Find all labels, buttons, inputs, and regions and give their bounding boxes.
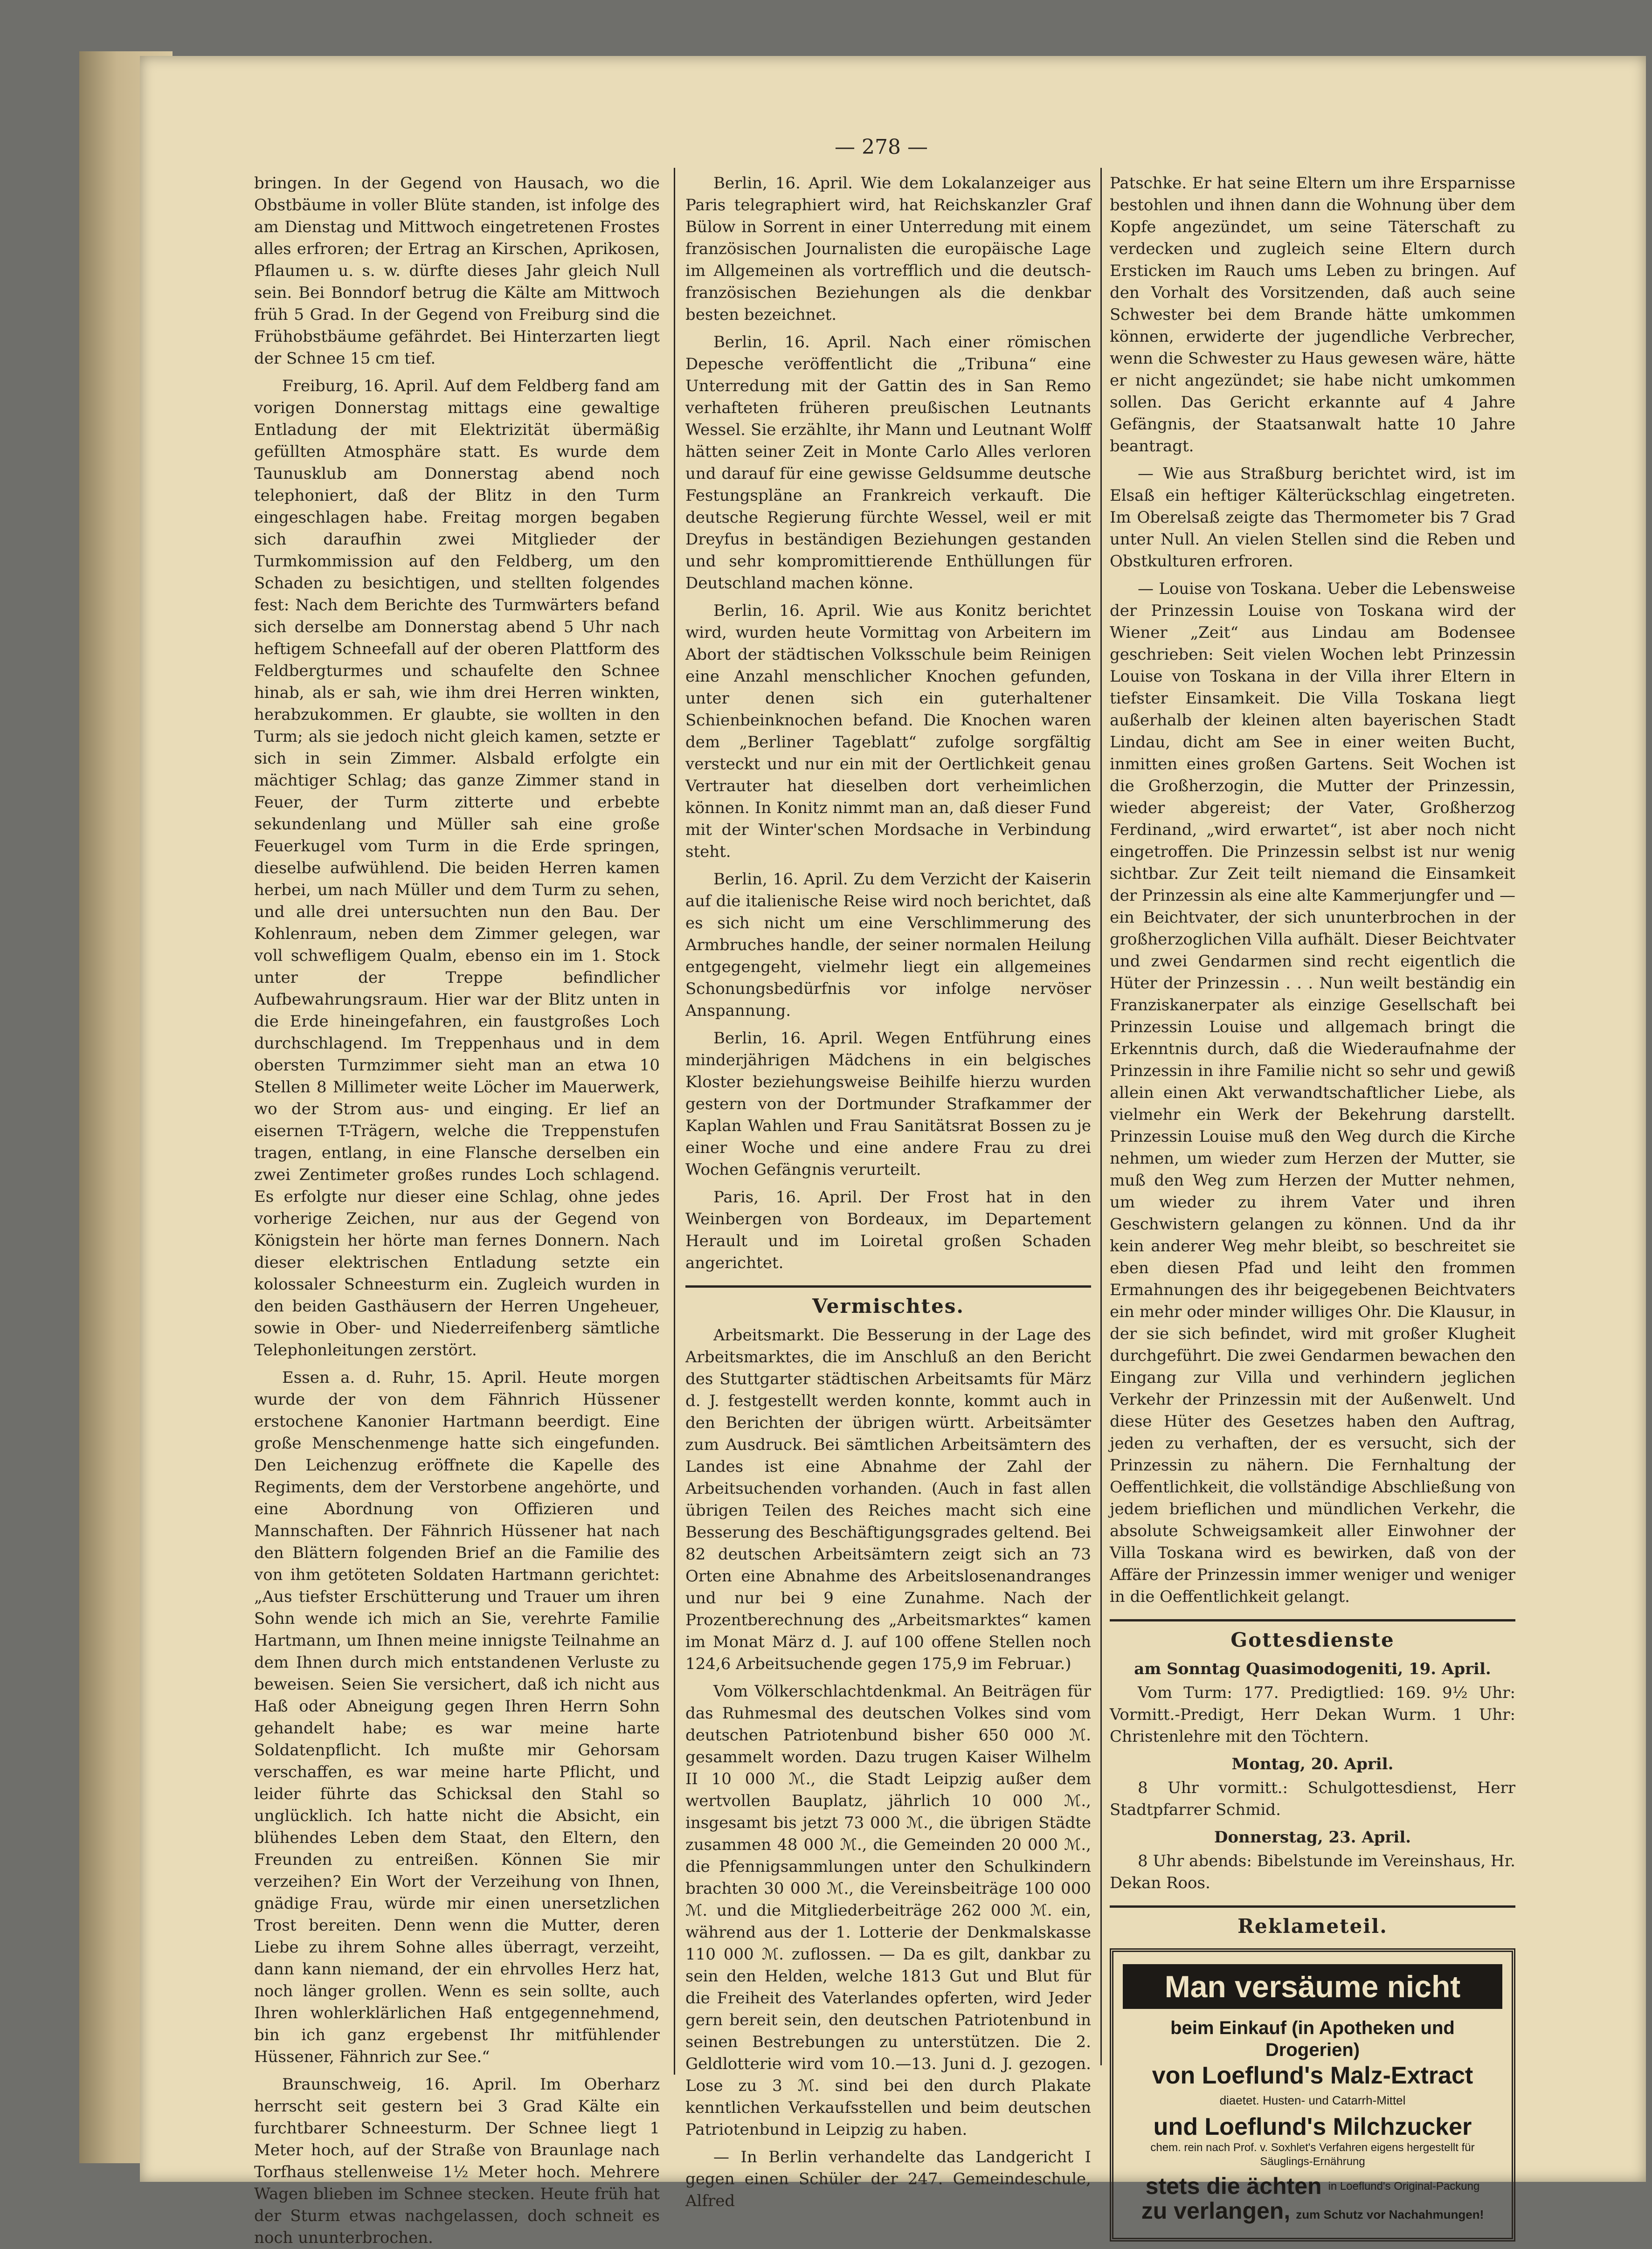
services-thursday: 8 Uhr abends: Bibelstunde im Vereinshaus, Hr. Dekan Roos. [1110, 1852, 1515, 1892]
ad-protection-note: zum Schutz vor Nachahmungen! [1296, 2208, 1484, 2221]
article-paragraph: Arbeitsmarkt. Die Besserung in der Lage des Arbeitsmarktes, die im Anschluß an den Bericht des Stuttgarter städtischen Arbeitsamts für März d. J. festgestellt werden konnte, kommt auch in den Berichten der übrigen württ. Arbeitsämter zum Ausdruck. Bei sämtlichen Arbeitsämtern des Landes ist eine Abnahme der Zahl der Arbeitsuchenden vorhanden. (Auch in fast allen übrigen Teilen des Reiches macht sich eine Besserung des Beschäftigungsgrades geltend. Bei 82 deutschen Arbeitsämtern zeigt sich an 73 Orten eine Abnahme des Arbeitslosenandranges und nur bei 9 eine Zunahme. Nach der Prozentberechnung des „Arbeitsmarktes“ kamen im Monat März d. J. auf 100 offene Stellen noch 124,6 Arbeitsuchende gegen 175,9 im Februar.) [685, 1326, 1091, 1673]
ad-product-description: diaetet. Husten- und Catarrh-Mittel [1219, 2093, 1406, 2107]
section-rule [1110, 1619, 1515, 1621]
services-sunday: Vom Turm: 177. Predigtlied: 169. 9½ Uhr: Vormitt.-Predigt, Herr Dekan Wurm. 1 Uhr: Christenlehre mit den Töchtern. [1110, 1683, 1515, 1746]
section-rule [685, 1285, 1091, 1288]
article-paragraph: Paris, 16. April. Der Frost hat in den Weinbergen von Bordeaux, im Departement Herault und im Loiretal großen Schaden angerichtet. [685, 1188, 1091, 1272]
ad-product-note: chem. rein nach Prof. v. Soxhlet's Verfahren eigens hergestellt für Säuglings-Ernährung [1150, 2141, 1475, 2168]
column-divider [674, 168, 675, 2075]
services-monday-day: Montag, 20. April. [1231, 1755, 1394, 1773]
ad-demand-text: zu verlangen, [1141, 2198, 1291, 2224]
services-thursday-day: Donnerstag, 23. April. [1214, 1828, 1411, 1847]
article-paragraph: — Louise von Toskana. Ueber die Lebensweise der Prinzessin Louise von Toskana wird der Wiener „Zeit“ aus Lindau am Bodensee geschrieben: Seit vielen Wochen lebt Prinzessin Louise von Toskana in der Villa ihrer Eltern in tiefster Einsamkeit. Die Villa Toskana liegt außerhalb der kleinen alten bayerischen Stadt Lindau, dicht am See in einer weiten Bucht, inmitten eines großen Gartens. Seit Wochen ist die Großherzogin, die Mutter der Prinzessin, wieder abgereist; der Vater, Großherzog Ferdinand, „wird erwartet“, ist aber noch nicht eingetroffen. Die Prinzessin selbst ist nur wenig sichtbar. Zur Zeit teilt niemand die Einsamkeit der Prinzessin als eine alte Kammerjungfer und — ein Beichtvater, der sich ununterbrochen in der großherzoglichen Villa aufhält. Dieser Beichtvater und zwei Gendarmen sind recht eigentlich die Hüter der Prinzessin . . . Nun weilt beständig ein Franziskanerpater als einzige Gesellschaft bei Prinzessin Louise und allgemach bringt die Erkenntnis durch, daß die Wiederaufnahme der Prinzessin in ihre Familie nicht so sehr und gewiß allein einen Akt verwandtschaftlicher Liebe, als vielmehr ein Werk der Bekehrung darstellt. Prinzessin Louise muß den Weg durch die Kirche nehmen, um wieder zum Herzen der Mutter, sie muß den Weg zum Herzen der Mutter nehmen, um wieder zu ihrem Vater und ihren Geschwistern gelangen zu können. Und da ihr kein anderer Weg mehr bleibt, so beschreitet sie eben diesen Pfad und leiht den frommen Ermahnungen des ihr beigegebenen Beichtvaters ein mehr oder minder williges Ohr. Die Klausur, in der sie sich befindet, wird mit großer Klugheit durchgeführt. Die zwei Gendarmen bewachen den Eingang zur Villa und verhindern jeglichen Verkehr der Prinzessin mit der Außenwelt. Und diese Hüter des Gesetzes haben den Auftrag, jeden zu verhaften, der es versucht, sich der Prinzessin zu nähern. Die Fernhaltung der Oeffentlichkeit, die vollständige Abschließung von jedem brieflichen und mündlichen Verkehr, die absolute Schweigsamkeit aller Einwohner der Villa Toskana wird es bewirken, daß von der Affäre der Prinzessin immer weniger und weniger in die Oeffentlichkeit gelangt. [1110, 579, 1515, 1606]
article-paragraph: Berlin, 16. April. Zu dem Verzicht der Kaiserin auf die italienische Reise wird noch berichtet, daß es sich nicht um eine Verschlimmerung des Armbruches handle, der seiner normalen Heilung entgegengeht, vielmehr liegt ein allgemeines Schonungsbedürfnis vor infolge nervöser Anspannung. [685, 870, 1091, 1020]
services-monday: 8 Uhr vormitt.: Schulgottesdienst, Herr Stadtpfarrer Schmid. [1110, 1779, 1515, 1819]
section-heading-services: Gottesdienste [1230, 1628, 1395, 1651]
article-paragraph: Berlin, 16. April. Wegen Entführung eines minderjährigen Mädchens in ein belgisches Kloster beziehungsweise Beihilfe hierzu wurden gestern von der Dortmunder Strafkammer der Kaplan Wahlen und Frau Sanitätsrat Bossen zu je einer Woche und eine andere Frau zu drei Wochen Gefängnis verurteilt. [685, 1029, 1091, 1179]
article-paragraph: Patschke. Er hat seine Eltern um ihre Ersparnisse bestohlen und ihnen dann die Wohnung über dem Kopfe angezündet, um seine Täterschaft zu verdecken und zugleich seine Eltern durch Ersticken im Rauch ums Leben zu bringen. Auf den Vorhalt des Vorsitzenden, daß auch seine Schwester bei dem Brande hätte umkommen können, erwiderte der jugendliche Verbrecher, wenn die Schwester zu Haus gewesen wäre, hätte er nicht angezündet; sie habe nicht umkommen sollen. Das Gericht erkannte auf 4 Jahre Gefängnis, der Staatsanwalt hatte 10 Jahre beantragt. [1110, 174, 1515, 455]
ad-genuine-text: stets die ächten [1145, 2173, 1322, 2199]
article-paragraph: — In Berlin verhandelte das Landgericht I gegen einen Schüler der 247. Gemeindeschule, Alfred [685, 2148, 1091, 2210]
section-heading-misc: Vermischtes. [812, 1295, 965, 1318]
ad-genuine-row [1123, 2175, 1502, 2197]
column-left [254, 172, 660, 2247]
article-paragraph: Braunschweig, 16. April. Im Oberharz herrscht seit gestern bei 3 Grad Kälte ein furchtbarer Schneesturm. Der Schnee liegt 1 Meter hoch, auf der Straße von Braunlage nach Torfhaus stellenweise 1½ Meter hoch. Mehrere Wagen blieben im Schnee stecken. Heute früh hat der Sturm etwas nachgelassen, doch schneit es noch ununterbrochen. [254, 2075, 660, 2247]
article-paragraph: bringen. In der Gegend von Hausach, wo die Obstbäume in voller Blüte standen, ist infolge des am Dienstag und Mittwoch eingetretenen Frostes alles erfroren; der Ertrag an Kirschen, Aprikosen, Pflaumen u. s. w. dürfte dieses Jahr gleich Null sein. Bei Bonndorf betrug die Kälte am Mittwoch früh 5 Grad. In der Gegend von Freiburg sind die Frühobstbäume gefährdet. Bei Hinterzarten liegt der Schnee 15 cm tief. [254, 174, 660, 368]
article-paragraph: Essen a. d. Ruhr, 15. April. Heute morgen wurde der von dem Fähnrich Hüssener erstochene Kanonier Hartmann beerdigt. Eine große Menschenmenge hatte sich eingefunden. Den Leichenzug eröffnete die Kapelle des Regiments, dem der Verstorbene angehörte, und eine Abordnung von Offizieren und Mannschaften. Der Fähnrich Hüssener hat nach den Blättern folgenden Brief an die Familie des von ihm getöteten Soldaten Hartmann gerichtet: „Aus tiefster Erschütterung und Trauer um ihren Sohn wende ich mich an Sie, verehrte Familie Hartmann, um Ihnen meine innigste Teilnahme an dem Ihnen durch mich entstandenen Verluste zu beweisen. Seien Sie versichert, daß ich nicht aus Haß oder Abneigung gegen Ihren Herrn Sohn gehandelt habe; es war meine harte Soldatenpflicht. Ich mußte mir Gehorsam verschaffen, es war meine harte Pflicht, und leider führte das Schicksal den Stahl so unglücklich. Ich hatte nicht die Absicht, ein blühendes Leben dem Staat, den Eltern, den Freunden zu entreißen. Können Sie mir verzeihen? Ein Wort der Verzeihung von Ihnen, gnädige Frau, würde mir einen unersetzlichen Trost bereiten. Denn wenn die Mutter, deren Liebe zu ihrem Sohne alles überragt, verzeiht, dann kann niemand, der ein ehrvolles Herz hat, noch länger grollen. Wenn es sein sollte, auch Ihren wohlerklärlichen Haß entgegennehmend, bin ich ganz ergebenst Ihr mitfühlender Hüssener, Fähnrich zur See.“ [254, 1368, 660, 2066]
article-paragraph: Vom Völkerschlachtdenkmal. An Beiträgen für das Ruhmesmal des deutschen Volkes sind vom deutschen Patriotenbund bisher 650 000 ℳ. gesammelt worden. Dazu trugen Kaiser Wilhelm II 10 000 ℳ., die Stadt Leipzig außer dem wertvollen Bauplatz, jährlich 10 000 ℳ., insgesamt bis jetzt 73 000 ℳ., die übrigen Städte zusammen 48 000 ℳ., die Gemeinden 20 000 ℳ., die Pfennigsammlungen unter den Schulkindern brachten 30 000 ℳ., die Vereinsbeiträge 100 000 ℳ. und die Mitgliederbeiträge 262 000 ℳ. ein, während aus der 1. Lotterie der Denkmalskasse 110 000 ℳ. zuflossen. — Da es gilt, dankbar zu sein den Helden, welche 1813 Gut und Blut für die Freiheit des Vaterlandes opferten, wird Jeder gern bereit sein, den deutschen Patriotenbund in seinen Bestrebungen zu unterstützen. Die 2. Geldlotterie wird vom 10.—13. Juni d. J. gezogen. Lose zu 3 ℳ. sind bei den durch Plakate kenntlichen Verkaufsstellen und beim deutschen Patriotenbund in Leipzig zu haben. [685, 1682, 1091, 2139]
article-paragraph: Freiburg, 16. April. Auf dem Feldberg fand am vorigen Donnerstag mittags eine gewaltige Entladung der mit Elektrizität übermäßig gefüllten Atmosphäre statt. Es wurde dem Taunusklub am Donnerstag abend noch telephoniert, daß der Blitz in den Turm eingeschlagen habe. Freitag morgen begaben sich daraufhin zwei Mitglieder der Turmkommission auf den Feldberg, um den Schaden zu besichtigen, und stellten folgendes fest: Nach dem Berichte des Turmwärters befand sich derselbe am Donnerstag abend 5 Uhr nach heftigem Schneefall auf der oberen Plattform des Feldbergturmes und schaufelte den Schnee hinab, als er sah, wie ihm drei Herren winkten, herabzukommen. Er glaubte, sie wollten in den Turm; als sie jedoch nicht gleich kamen, setzte er sich in sein Zimmer. Alsbald erfolgte ein mächtiger Schlag; das ganze Zimmer stand in Feuer, der Turm zitterte und erbebte sekundenlang und Müller sah eine große Feuerkugel vom Turm in die Erde springen, dieselbe aufwühlend. Die beiden Herren kamen herbei, um nach Müller und dem Turm zu sehen, und alle drei untersuchten nun den Bau. Der Kohlenraum, neben dem Zimmer gelegen, war voll schwefligem Qualm, ebenso ein im 1. Stock unter der Treppe befindlicher Aufbewahrungsraum. Hier war der Blitz unten in die Erde hineingefahren, ein faustgroßes Loch durchschlagend. Im Treppenhaus und in dem obersten Turmzimmer sieht man an etwa 10 Stellen 8 Millimeter weite Löcher im Mauerwerk, wo der Strom aus- und einging. Er lief an eisernen T-Trägern, welche die Treppenstufen tragen, entlang, in eine Flansche derselben ein zwei Zentimeter großes rundes Loch schlagend. Es erfolgte nur dieser eine Schlag, ohne jedes vorherige Zeichen, nur aus der Gegend von Königstein her hörte man fernes Donnern. Nach dieser elektrischen Entladung setzte ein kolossaler Schneesturm ein. Zugleich wurden in den beiden Gasthäusern der Herren Ungeheuer, sowie in Ober- und Niederreifenberg sämtliche Telephonleitungen zerstört. [254, 377, 660, 1359]
page-number: — 278 — [835, 135, 928, 159]
ad-purchase-line: beim Einkauf (in Apotheken und Drogerien) [1170, 2018, 1455, 2060]
ad-package-note: in Loeflund's Original-Packung [1328, 2180, 1480, 2193]
section-heading-ads: Reklameteil. [1237, 1915, 1388, 1938]
ad-demand-row [1123, 2200, 1502, 2226]
ad-product-malz-extract: von Loeflund's Malz-Extract [1152, 2062, 1473, 2089]
advertisement-malz-extract [1110, 1948, 1515, 2242]
column-divider [1100, 168, 1102, 2065]
column-middle [685, 172, 1091, 2210]
article-paragraph: — Wie aus Straßburg berichtet wird, ist im Elsaß ein heftiger Kälterückschlag eingetreten. Im Oberelsaß zeigte das Thermometer bis 7 Grad unter Null. An vielen Stellen sind die Reben und Obstkulturen erfroren. [1110, 464, 1515, 571]
section-rule [1110, 1905, 1515, 1908]
services-intro: am Sonntag Quasimodogeniti, 19. April. [1134, 1660, 1491, 1678]
column-right [1110, 172, 1515, 2224]
ad-product-milchzucker: und Loeflund's Milchzucker [1153, 2113, 1472, 2140]
article-paragraph: Berlin, 16. April. Wie aus Konitz berichtet wird, wurden heute Vormittag von Arbeitern im Abort der städtischen Volksschule beim Reinigen eine Anzahl menschlicher Knochen gefunden, unter denen sich ein guterhaltener Schienbeinknochen befand. Die Knochen waren dem „Berliner Tageblatt“ zufolge sorgfältig versteckt und nur ein mit der Oertlichkeit genau Vertrauter hat dieselben dort verheimlichen können. In Konitz nimmt man an, daß dieser Fund mit der Winter'schen Mordsache in Verbindung steht. [685, 601, 1091, 861]
ad-headline: Man versäume nicht [1123, 1964, 1502, 2009]
article-paragraph: Berlin, 16. April. Wie dem Lokalanzeiger aus Paris telegraphiert wird, hat Reichskanzler Graf Bülow in Sorrent in einer Unterredung mit einem französischen Journalisten die europäische Lage im Allgemeinen als vortrefflich und die deutsch-französischen Beziehungen als die denkbar besten bezeichnet. [685, 174, 1091, 324]
article-paragraph: Berlin, 16. April. Nach einer römischen Depesche veröffentlicht die „Tribuna“ eine Unterredung mit der Gattin des in San Remo verhafteten früheren preußischen Leutnants Wessel. Sie erzählte, ihr Mann und Leutnant Wolff hätten seiner Zeit in Monte Carlo Alles verloren und darauf für eine gewisse Geldsumme deutsche Festungspläne an Frankreich verkauft. Die deutsche Regierung fürchte Wessel, weil er mit Dreyfus in beständigen Beziehungen gestanden und sehr kompromittierende Enthüllungen für Deutschland machen könne. [685, 333, 1091, 593]
